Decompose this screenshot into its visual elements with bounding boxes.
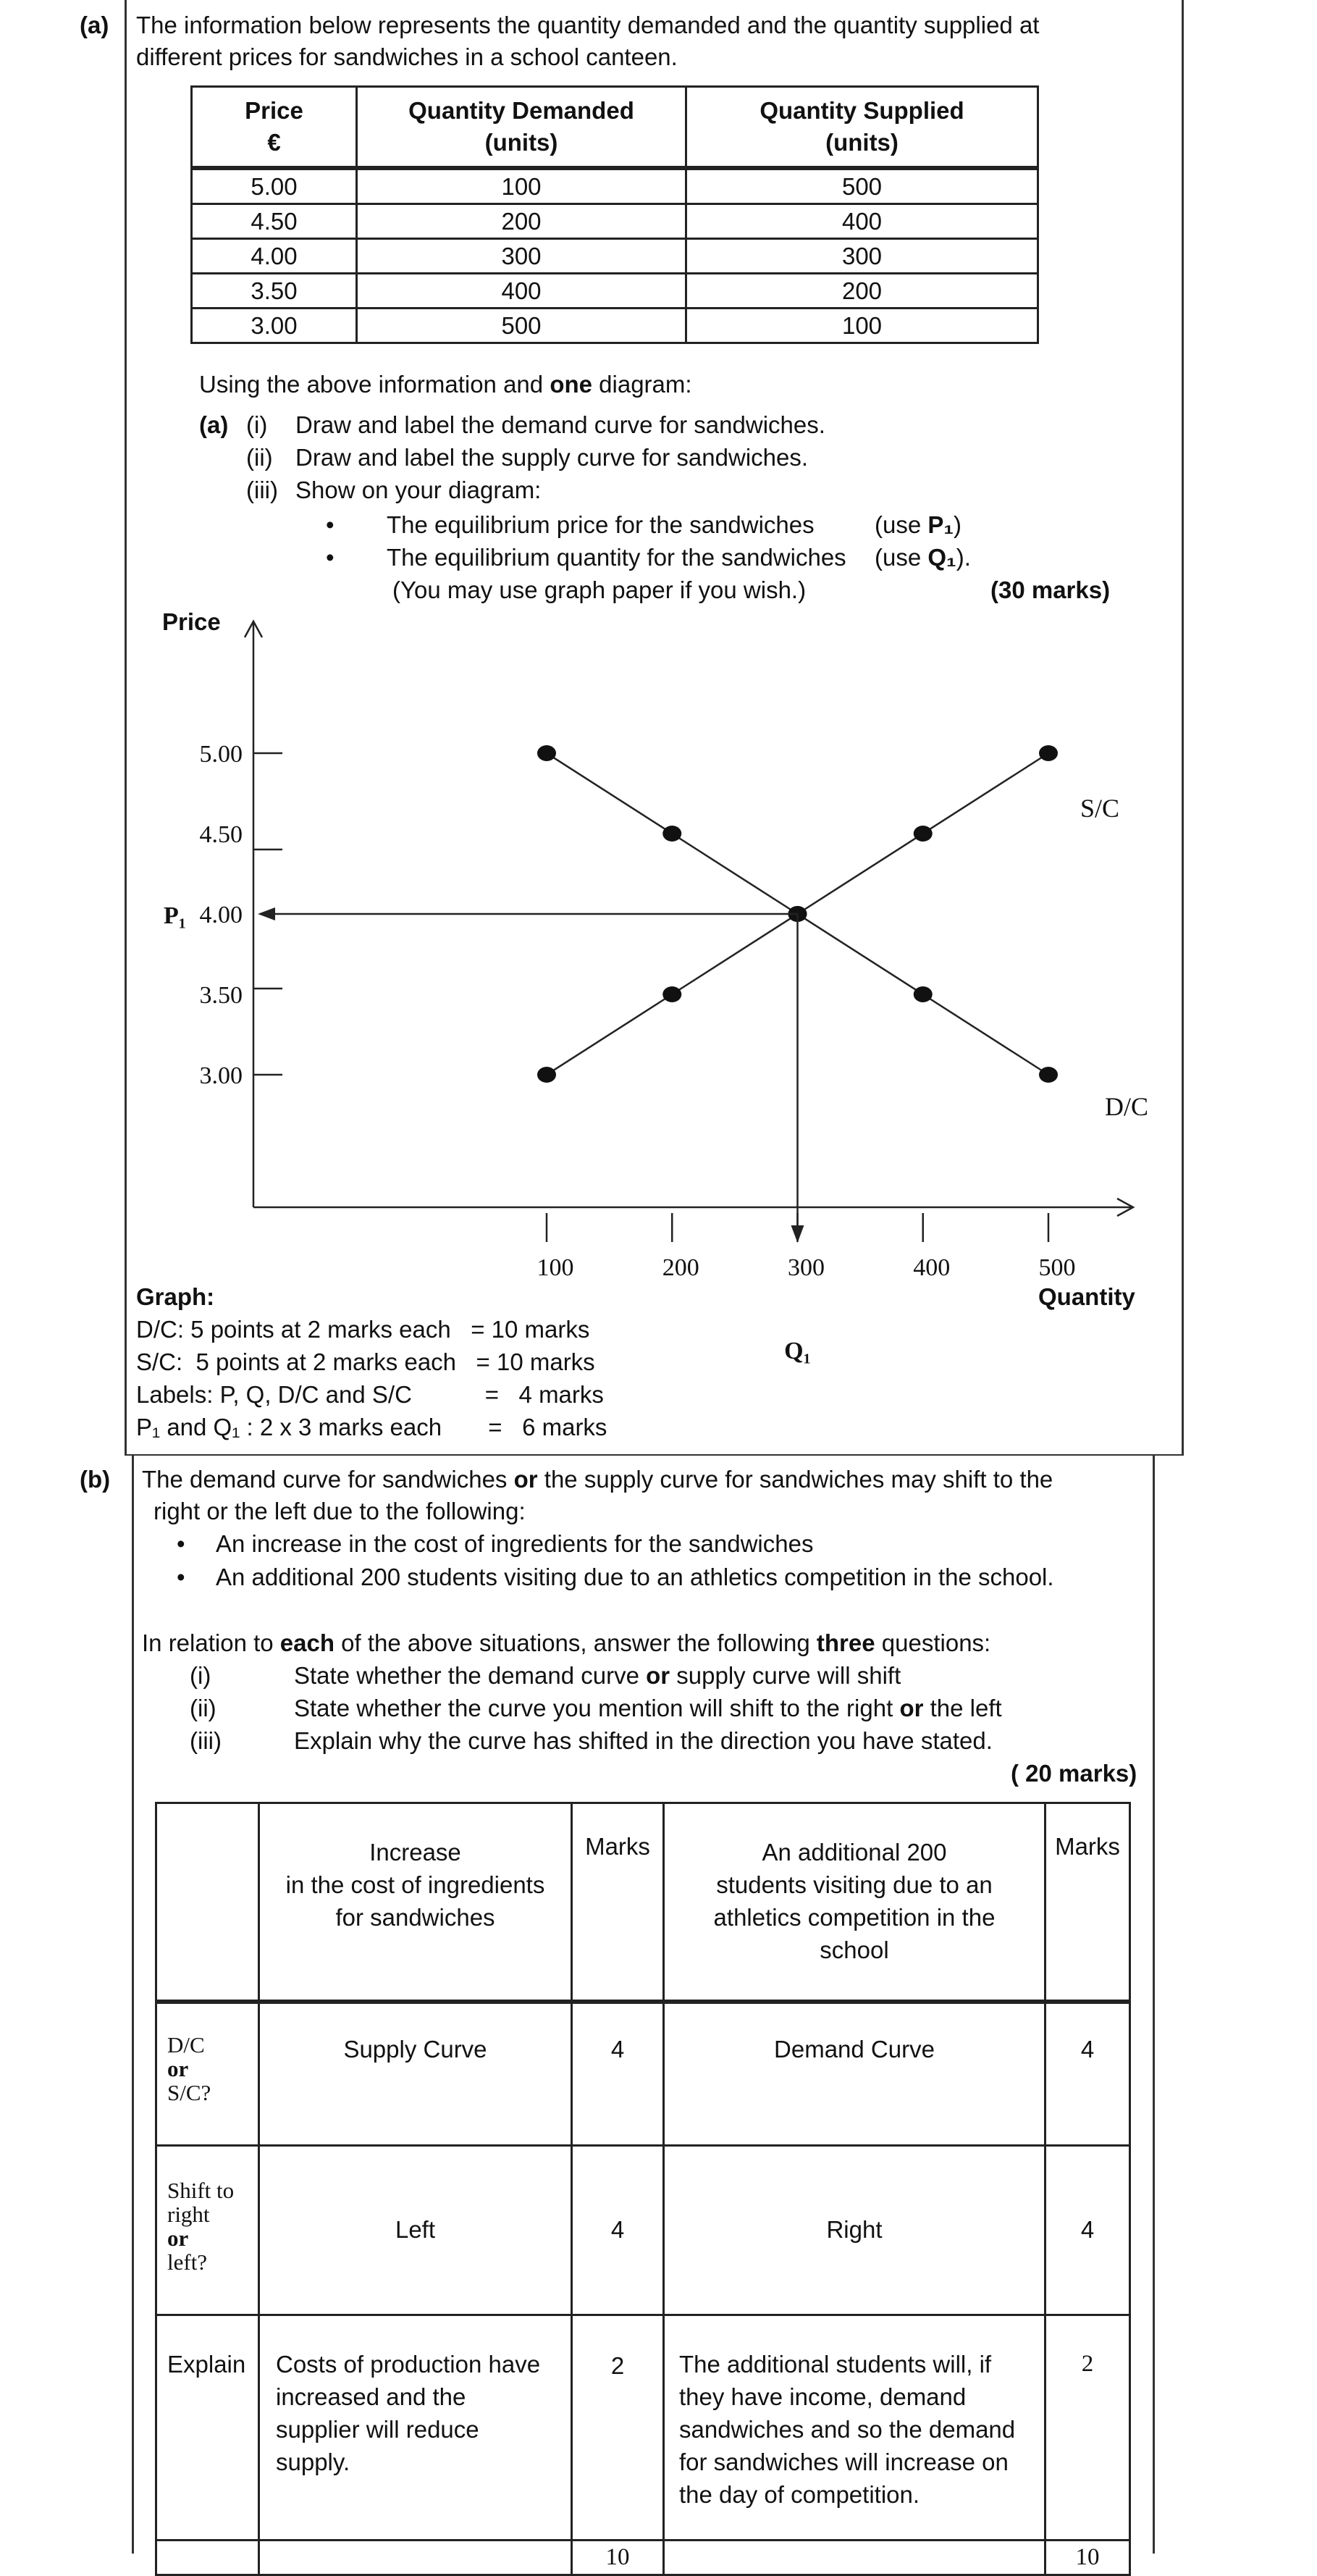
- cell: [664, 2540, 1045, 2575]
- bullet-icon: •: [177, 1564, 185, 1590]
- header-col2: An additional 200 students visiting due to an athletics competition in the school: [664, 1803, 1045, 2002]
- cell: 4.00: [192, 239, 357, 274]
- x-tick-label: 300: [788, 1254, 825, 1281]
- cell: 300: [686, 239, 1038, 274]
- p1-label: P₁: [164, 902, 186, 929]
- demand-point: [1039, 1067, 1058, 1083]
- part-a-label: (a): [80, 12, 109, 38]
- b-q-ii-text: State whether the curve you mention will shift to the right or the left: [294, 1695, 1002, 1721]
- table-total-row: [156, 2540, 1130, 2575]
- y-tick-label: 4.50: [199, 821, 243, 848]
- marks-cell: 4: [1045, 2145, 1130, 2315]
- part-b-intro-line2: right or the left due to the following:: [153, 1498, 526, 1524]
- table-row: [156, 2315, 1130, 2540]
- chart-ylabel: Price: [162, 608, 221, 635]
- marking-line2: S/C: 5 points at 2 marks each = 10 marks: [136, 1348, 595, 1375]
- header-quantity-demanded: Quantity Demanded (units): [357, 87, 686, 169]
- cell: 500: [686, 168, 1038, 204]
- bullet-icon: •: [177, 1530, 185, 1557]
- right-margin-rule-b: [1153, 1454, 1155, 2554]
- part-b-relation: In relation to each of the above situations, answer the following three questions:: [142, 1629, 991, 1656]
- cell: 5.00: [192, 168, 357, 204]
- bullet2-text: The equilibrium quantity for the sandwiches: [387, 544, 846, 571]
- part-b-bullet2: An additional 200 students visiting due to an athletics competition in the school.: [216, 1564, 1054, 1590]
- cell: 400: [686, 204, 1038, 239]
- header-marks1: Marks: [572, 1803, 664, 2002]
- q-i-num: (i): [246, 411, 268, 438]
- y-tick-label: 3.00: [199, 1062, 243, 1089]
- explain-cell: Costs of production have increased and the supplier will reduce supply.: [259, 2315, 572, 2540]
- marks-cell: 4: [1045, 2002, 1130, 2145]
- graph-paper-note: (You may use graph paper if you wish.): [392, 576, 807, 603]
- answer-cell: Left: [259, 2145, 572, 2315]
- header-col1: Increase in the cost of ingredients for sandwiches: [259, 1803, 572, 2002]
- marking-line1: D/C: 5 points at 2 marks each = 10 marks: [136, 1316, 590, 1343]
- q-iii-text: Show on your diagram:: [295, 477, 542, 503]
- cell: 3.00: [192, 309, 357, 343]
- q-i-text: Draw and label the demand curve for sandwiches.: [295, 411, 825, 438]
- demand-curve-label: D/C: [1105, 1092, 1149, 1121]
- cell: 100: [686, 309, 1038, 343]
- q1-arrow: [791, 1225, 804, 1243]
- cell: [259, 2540, 572, 2575]
- b-q-i-num: (i): [190, 1662, 211, 1689]
- cell: 4.50: [192, 204, 357, 239]
- cell: 200: [357, 204, 686, 239]
- marking-line4: P₁ and Q₁ : 2 x 3 marks each = 6 marks: [136, 1414, 607, 1440]
- cell: 500: [357, 309, 686, 343]
- x-tick-label: 400: [913, 1254, 951, 1281]
- shift-answers-table: [155, 1802, 1131, 2576]
- b-q-iii-text: Explain why the curve has shifted in the direction you have stated.: [294, 1727, 993, 1754]
- b-q-iii-num: (iii): [190, 1727, 222, 1754]
- y-tick-label: 3.50: [199, 982, 243, 1009]
- part-b-label: (b): [80, 1466, 111, 1493]
- marks-cell: 4: [572, 2145, 664, 2315]
- header-quantity-supplied: Quantity Supplied (units): [686, 87, 1038, 169]
- p1-arrow: [258, 907, 275, 920]
- marking-line3: Labels: P, Q, D/C and S/C = 4 marks: [136, 1381, 604, 1408]
- row-label-dc-sc: D/C or S/C?: [156, 2002, 259, 2145]
- supply-point: [914, 826, 933, 842]
- y-tick-label: 4.00: [199, 902, 243, 928]
- bullet1-text: The equilibrium price for the sandwiches: [387, 511, 815, 538]
- q-ii-text: Draw and label the supply curve for sandwiches.: [295, 444, 809, 471]
- header-marks2: Marks: [1045, 1803, 1130, 2002]
- cell: 400: [357, 274, 686, 309]
- demand-point: [662, 826, 681, 842]
- part-b-bullet1: An increase in the cost of ingredients for the sandwiches: [216, 1530, 814, 1557]
- bullet1-use: (use P₁): [875, 511, 962, 538]
- marking-title: Graph:: [136, 1283, 215, 1310]
- q1-label: Q₁: [784, 1338, 811, 1364]
- part-b-marks: ( 20 marks): [1011, 1760, 1137, 1787]
- x-tick-label: 100: [537, 1254, 574, 1281]
- y-tick-label: 5.00: [199, 741, 243, 768]
- demand-point: [537, 745, 556, 761]
- cell: 200: [686, 274, 1038, 309]
- b-q-i-text: State whether the demand curve or supply curve will shift: [294, 1662, 901, 1689]
- cell: 100: [357, 168, 686, 204]
- supply-point: [662, 986, 681, 1002]
- part-a-intro-line1: The information below represents the quantity demanded and the quantity supplied at: [136, 12, 1040, 38]
- bullet-icon: •: [326, 544, 334, 571]
- q-iii-num: (iii): [246, 477, 278, 503]
- header-blank: [156, 1803, 259, 2002]
- answer-cell: Supply Curve: [259, 2002, 572, 2145]
- question-a-label: (a): [199, 411, 229, 438]
- supply-curve-label: S/C: [1080, 794, 1120, 823]
- x-tick-label: 200: [662, 1254, 699, 1281]
- cell: [156, 2540, 259, 2575]
- x-tick-label: 500: [1038, 1254, 1076, 1281]
- total-cell: 10: [572, 2540, 664, 2575]
- explain-cell: The additional students will, if they have income, demand sandwiches and so the demand for sandwiches will increase on the day of competition.: [664, 2315, 1045, 2540]
- header-price: Price €: [192, 87, 357, 169]
- row-label-shift: Shift to right or left?: [156, 2145, 259, 2315]
- marks-cell: 4: [572, 2002, 664, 2145]
- demand-point: [914, 986, 933, 1002]
- supply-point: [537, 1067, 556, 1083]
- part-a-marks: (30 marks): [990, 576, 1111, 603]
- part-b-intro: The demand curve for sandwiches or the supply curve for sandwiches may shift to the: [142, 1466, 1053, 1493]
- row-label-explain: Explain: [156, 2315, 259, 2540]
- q-ii-num: (ii): [246, 444, 273, 471]
- part-a-intro-line2: different prices for sandwiches in a school canteen.: [136, 43, 678, 70]
- total-cell: 10: [1045, 2540, 1130, 2575]
- bullet2-use: (use Q₁).: [875, 544, 971, 571]
- answer-cell: Demand Curve: [664, 2002, 1045, 2145]
- b-q-ii-num: (ii): [190, 1695, 216, 1721]
- marks-cell: 2: [572, 2315, 664, 2540]
- marks-cell: 2: [1045, 2315, 1130, 2540]
- table-row: [156, 2145, 1130, 2315]
- chart-xlabel: Quantity: [1038, 1283, 1135, 1310]
- left-margin-rule-b: [132, 1454, 134, 2554]
- using-instruction: Using the above information and one diagram:: [199, 371, 692, 398]
- cell: 300: [357, 239, 686, 274]
- table-row: [156, 2002, 1130, 2145]
- table-header-row: [156, 1803, 1130, 2002]
- answer-cell: Right: [664, 2145, 1045, 2315]
- bullet-icon: •: [326, 511, 334, 538]
- supply-point: [1039, 745, 1058, 761]
- cell: 3.50: [192, 274, 357, 309]
